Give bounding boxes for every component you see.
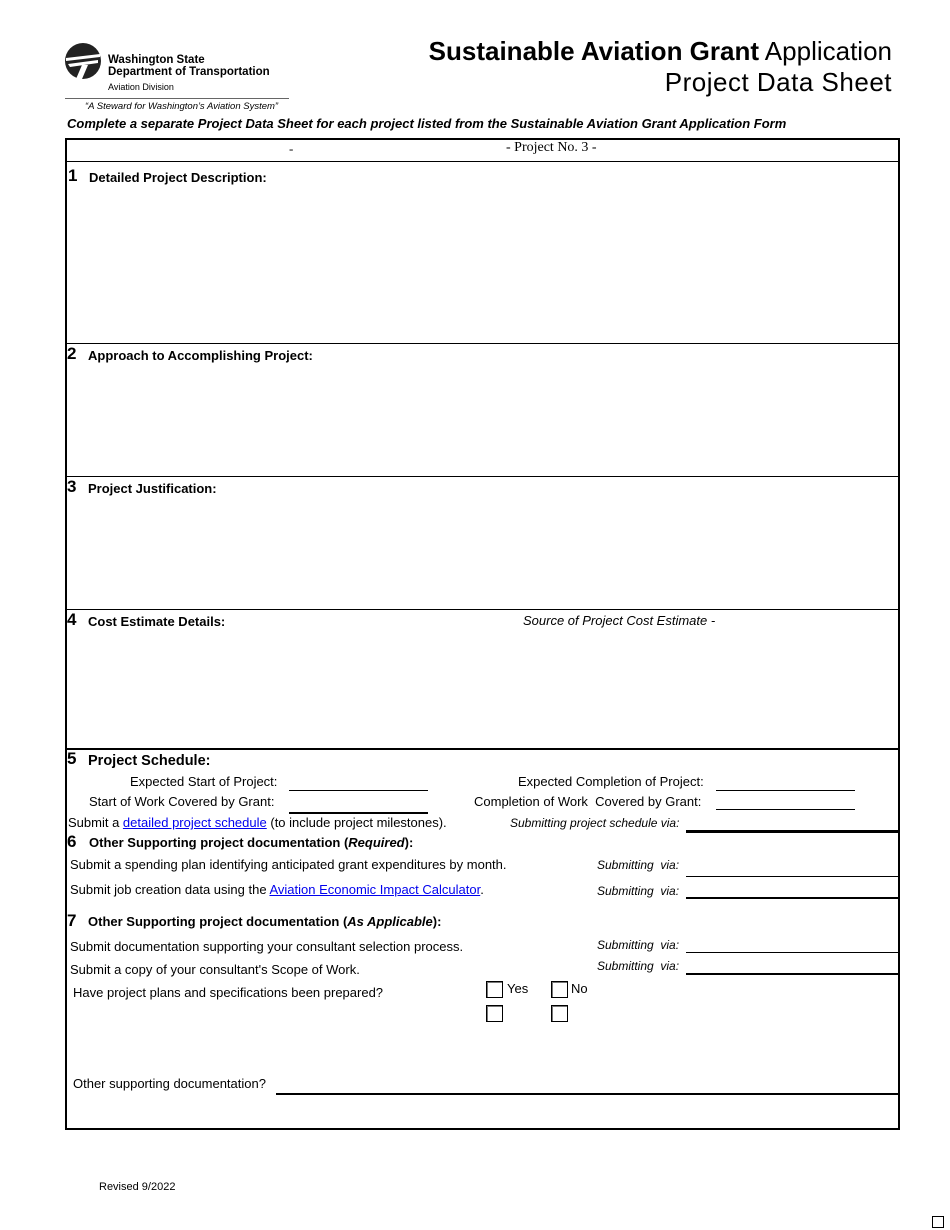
plans-no-checkbox[interactable]: [551, 981, 568, 998]
wsdot-logo: [64, 42, 294, 96]
consultant-selection-via-label: Submitting via:: [597, 938, 680, 952]
section-7-title-em: As Applicable: [347, 914, 433, 929]
schedule-submit-prefix: Submit a: [68, 815, 123, 830]
section-6-title-suffix: ):: [404, 835, 414, 850]
expected-start-label: Expected Start of Project:: [130, 774, 278, 789]
section-7-number: 7: [67, 911, 77, 930]
plans-yes-label: Yes: [507, 981, 529, 996]
cost-estimate-field[interactable]: [67, 634, 898, 744]
secondary-no-checkbox[interactable]: [551, 1005, 568, 1022]
revised-date: Revised 9/2022: [99, 1181, 176, 1193]
schedule-submit-suffix: (to include project milestones).: [266, 815, 447, 830]
page-title: [429, 36, 892, 67]
other-docs-label: Other supporting documentation?: [73, 1076, 266, 1091]
section-6-number: 6: [67, 832, 77, 851]
spending-plan-text: Submit a spending plan identifying anticipated grant expenditures by month.: [70, 857, 507, 872]
division-name: Aviation Division: [108, 82, 174, 92]
title-bold: Sustainable Aviation Grant: [428, 36, 760, 66]
expected-completion-input[interactable]: [716, 790, 855, 791]
divider-4: [66, 748, 899, 750]
section-1-number: 1: [68, 166, 78, 185]
plans-question-text: Have project plans and specifications been prepared?: [73, 985, 384, 1000]
section-5-number: 5: [67, 749, 77, 768]
spending-plan-via-input[interactable]: [686, 876, 898, 877]
description-field[interactable]: [67, 190, 898, 340]
org-name-line1: Washington State: [108, 54, 205, 66]
schedule-submit-line: [68, 815, 447, 830]
section-1-title: Detailed Project Description:: [89, 170, 267, 185]
scope-of-work-text: Submit a copy of your consultant's Scope of Work.: [70, 962, 360, 977]
section-3-title: Project Justification:: [88, 481, 217, 496]
work-completion-input[interactable]: [716, 809, 855, 810]
justification-field[interactable]: [67, 500, 898, 606]
cost-estimate-source[interactable]: Source of Project Cost Estimate -: [523, 613, 716, 628]
section-4-title: Cost Estimate Details:: [88, 614, 226, 629]
section-6-title-em: Required: [348, 835, 405, 850]
spending-plan-via-label: Submitting via:: [597, 858, 680, 872]
consultant-selection-via-input[interactable]: [686, 952, 898, 953]
job-creation-prefix: Submit job creation data using the: [70, 882, 270, 897]
section-7-title-prefix: Other Supporting project documentation (: [88, 914, 348, 929]
plans-yes-checkbox[interactable]: [486, 981, 503, 998]
work-start-label: Start of Work Covered by Grant:: [89, 794, 275, 809]
other-docs-input[interactable]: [276, 1093, 898, 1095]
section-6-title: [89, 835, 413, 850]
job-creation-suffix: .: [480, 882, 484, 897]
approach-field[interactable]: [67, 368, 898, 473]
secondary-yes-checkbox[interactable]: [486, 1005, 503, 1022]
corner-checkbox[interactable]: [932, 1216, 944, 1228]
divider-row: [66, 161, 899, 162]
scope-of-work-via-label: Submitting via:: [597, 959, 680, 973]
schedule-via-label: Submitting project schedule via:: [510, 816, 680, 830]
project-row-dash: -: [289, 141, 294, 156]
section-2-number: 2: [67, 344, 77, 363]
divider-3: [66, 609, 899, 610]
section-7-title: [88, 914, 441, 929]
title-rest: Application: [759, 36, 892, 66]
job-creation-line: [70, 882, 484, 897]
expected-completion-label: Expected Completion of Project:: [518, 774, 704, 789]
section-2-title: Approach to Accomplishing Project:: [88, 348, 313, 363]
schedule-via-input[interactable]: [686, 830, 898, 833]
org-name-line2: Department of Transportation: [108, 66, 270, 78]
expected-start-input[interactable]: [289, 790, 428, 791]
scope-of-work-via-input[interactable]: [686, 973, 898, 975]
instruction-text: Complete a separate Project Data Sheet for each project listed from the Sustainable Aviation Grant Application Form: [67, 116, 787, 131]
economic-impact-calculator-link[interactable]: Aviation Economic Impact Calculator: [269, 882, 481, 897]
job-creation-via-input[interactable]: [686, 897, 898, 899]
work-completion-label: Completion of Work Covered by Grant:: [474, 794, 702, 809]
detailed-schedule-link[interactable]: detailed project schedule: [122, 815, 267, 830]
section-3-number: 3: [67, 477, 77, 496]
section-6-title-prefix: Other Supporting project documentation (: [89, 835, 349, 850]
logo-divider: [65, 98, 289, 99]
work-start-input[interactable]: [289, 812, 428, 814]
page-subtitle: Project Data Sheet: [664, 67, 892, 97]
tagline: “A Steward for Washington’s Aviation System”: [85, 101, 279, 112]
wsdot-logo-icon: [64, 42, 102, 80]
project-number[interactable]: - Project No. 3 -: [506, 140, 597, 155]
consultant-selection-text: Submit documentation supporting your consultant selection process.: [70, 939, 464, 954]
divider-1: [66, 343, 899, 344]
section-4-number: 4: [67, 610, 77, 629]
plans-no-label: No: [571, 981, 588, 996]
job-creation-via-label: Submitting via:: [597, 884, 680, 898]
section-5-title: Project Schedule:: [88, 753, 211, 769]
divider-2: [66, 476, 899, 477]
section-7-title-suffix: ):: [432, 914, 442, 929]
